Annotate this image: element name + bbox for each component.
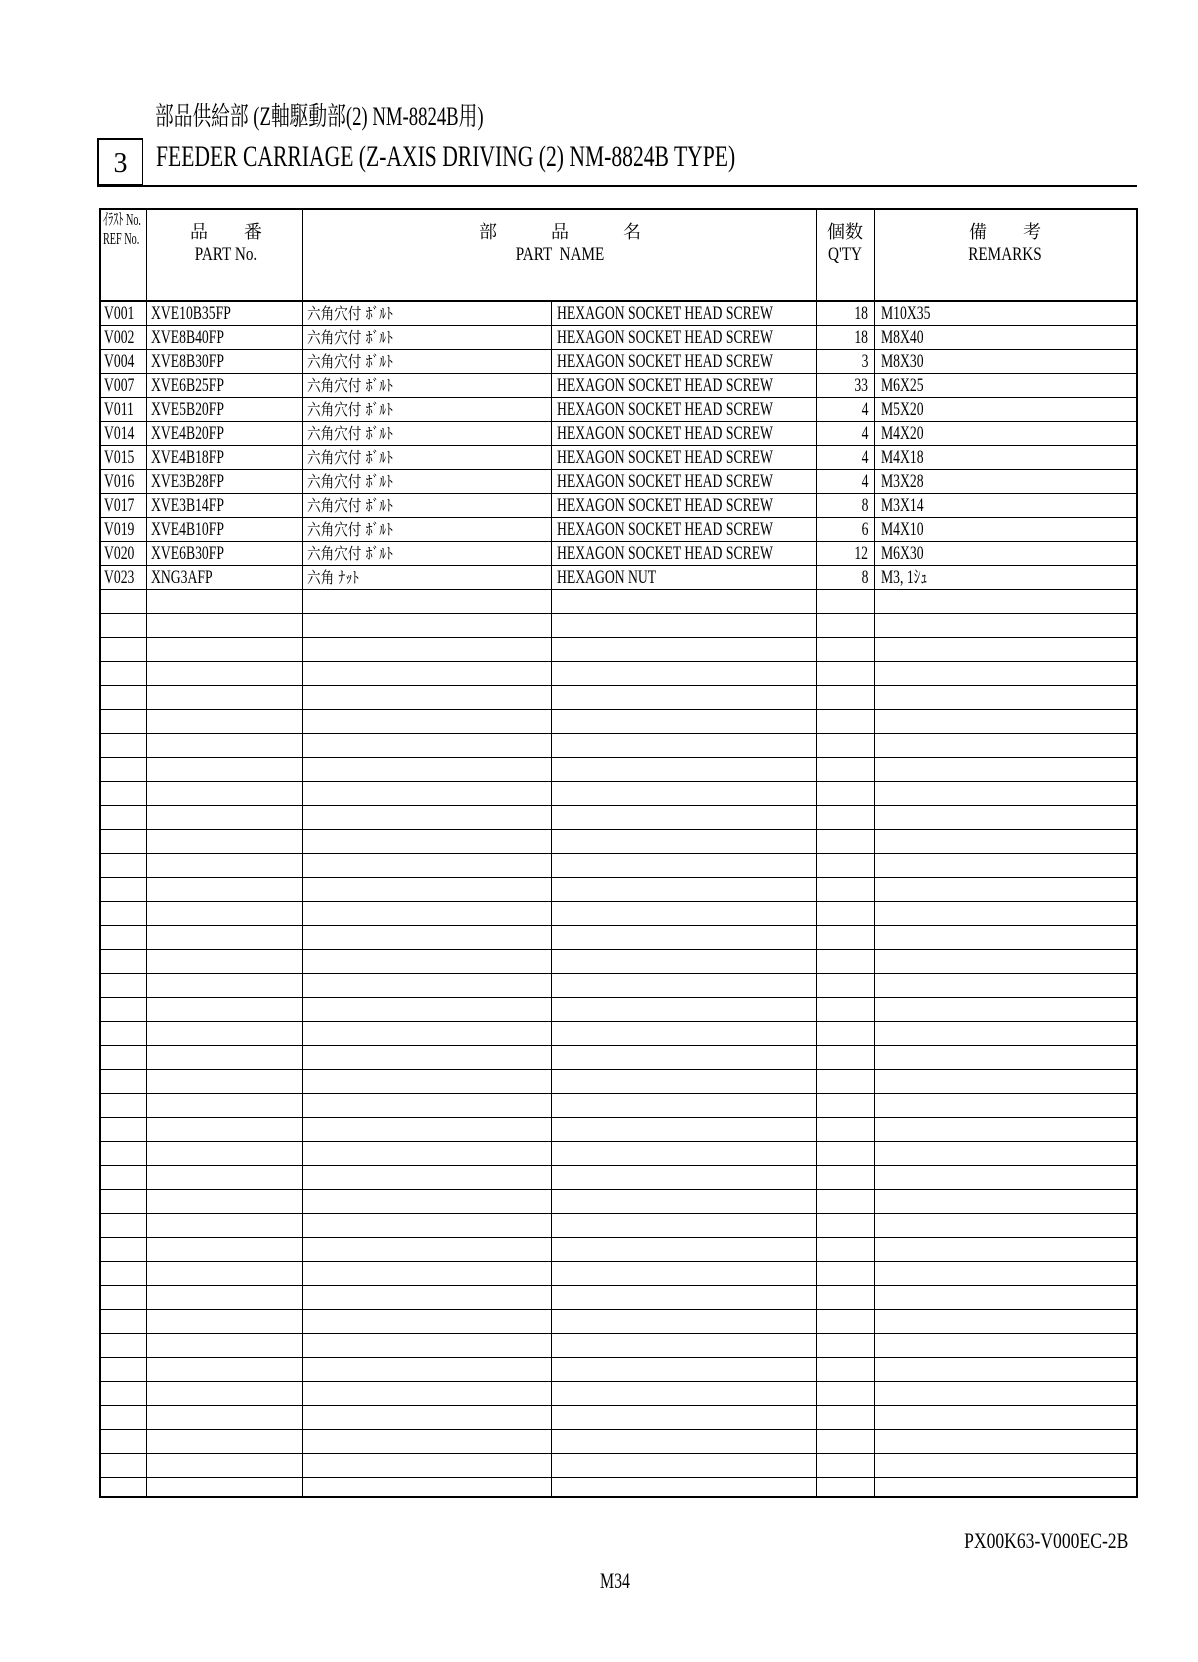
empty-table-row <box>101 1382 1136 1406</box>
cell-remarks: M4X18 <box>881 447 924 468</box>
cell-name-jp: 六角穴付 ﾎﾞﾙﾄ <box>307 400 393 419</box>
cell-part-no: XNG3AFP <box>151 567 213 588</box>
empty-table-row <box>101 1142 1136 1166</box>
cell-name-jp: 六角穴付 ﾎﾞﾙﾄ <box>307 376 393 395</box>
cell-name-jp: 六角穴付 ﾎﾞﾙﾄ <box>307 304 393 323</box>
cell-name-en: HEXAGON SOCKET HEAD SCREW <box>557 303 773 324</box>
empty-table-row <box>101 710 1136 734</box>
empty-table-row <box>101 1310 1136 1334</box>
cell-name-en: HEXAGON SOCKET HEAD SCREW <box>557 351 773 372</box>
cell-part-no: XVE6B25FP <box>151 375 224 396</box>
cell-ref: V020 <box>104 543 135 564</box>
empty-table-row <box>101 1430 1136 1454</box>
empty-table-row <box>101 902 1136 926</box>
header-part-no: 品 番 PART No. <box>190 222 262 265</box>
cell-remarks: M3X14 <box>881 495 924 516</box>
table-row <box>101 518 1136 542</box>
empty-table-row <box>101 662 1136 686</box>
cell-qty: 4 <box>861 423 868 444</box>
cell-part-no: XVE3B14FP <box>151 495 224 516</box>
empty-table-row <box>101 1070 1136 1094</box>
cell-qty: 6 <box>861 519 868 540</box>
cell-name-en: HEXAGON SOCKET HEAD SCREW <box>557 495 773 516</box>
cell-remarks: M10X35 <box>881 303 931 324</box>
cell-remarks: M8X40 <box>881 327 924 348</box>
document-code: PX00K63-V000EC-2B <box>963 1528 1128 1553</box>
header-ref: ｲﾗｽﾄ No. REF No. <box>103 210 141 248</box>
cell-remarks: M5X20 <box>881 399 924 420</box>
cell-remarks: M4X20 <box>881 423 924 444</box>
empty-table-row <box>101 1286 1136 1310</box>
empty-table-row <box>101 782 1136 806</box>
cell-part-no: XVE3B28FP <box>151 471 224 492</box>
cell-ref: V023 <box>104 567 135 588</box>
cell-qty: 8 <box>861 495 868 516</box>
table-row <box>101 446 1136 470</box>
cell-name-jp: 六角穴付 ﾎﾞﾙﾄ <box>307 496 393 515</box>
empty-table-row <box>101 1334 1136 1358</box>
empty-table-row <box>101 926 1136 950</box>
empty-table-row <box>101 1190 1136 1214</box>
cell-part-no: XVE6B30FP <box>151 543 224 564</box>
empty-table-row <box>101 1094 1136 1118</box>
cell-qty: 12 <box>854 543 868 564</box>
table-row <box>101 350 1136 374</box>
cell-remarks: M4X10 <box>881 519 924 540</box>
cell-ref: V011 <box>104 399 134 420</box>
cell-ref: V007 <box>104 375 135 396</box>
page-number: M34 <box>600 1568 630 1593</box>
table-row <box>101 566 1136 590</box>
cell-part-no: XVE8B30FP <box>151 351 224 372</box>
header-part-name: 部 品 名 PART NAME <box>479 222 641 265</box>
cell-name-en: HEXAGON SOCKET HEAD SCREW <box>557 471 773 492</box>
cell-part-no: XVE5B20FP <box>151 399 224 420</box>
empty-table-row <box>101 1214 1136 1238</box>
cell-remarks: M3, 1ｼｭ <box>881 567 928 588</box>
empty-table-row <box>101 614 1136 638</box>
cell-remarks: M6X30 <box>881 543 924 564</box>
cell-name-jp: 六角穴付 ﾎﾞﾙﾄ <box>307 472 393 491</box>
cell-qty: 4 <box>861 399 868 420</box>
empty-table-row <box>101 1454 1136 1478</box>
cell-ref: V017 <box>104 495 135 516</box>
title-divider <box>97 185 1137 187</box>
empty-table-row <box>101 1478 1136 1502</box>
empty-table-row <box>101 830 1136 854</box>
cell-qty: 4 <box>861 447 868 468</box>
empty-table-row <box>101 1118 1136 1142</box>
cell-name-en: HEXAGON SOCKET HEAD SCREW <box>557 423 773 444</box>
column-divider <box>146 210 147 1496</box>
table-row <box>101 422 1136 446</box>
cell-name-jp: 六角穴付 ﾎﾞﾙﾄ <box>307 448 393 467</box>
table-row <box>101 398 1136 422</box>
cell-name-jp: 六角穴付 ﾎﾞﾙﾄ <box>307 544 393 563</box>
empty-table-row <box>101 734 1136 758</box>
empty-table-row <box>101 974 1136 998</box>
table-row <box>101 374 1136 398</box>
cell-ref: V002 <box>104 327 135 348</box>
cell-name-en: HEXAGON SOCKET HEAD SCREW <box>557 327 773 348</box>
table-row <box>101 542 1136 566</box>
empty-table-row <box>101 686 1136 710</box>
cell-ref: V001 <box>104 303 135 324</box>
column-divider <box>816 210 817 1496</box>
cell-name-en: HEXAGON SOCKET HEAD SCREW <box>557 447 773 468</box>
empty-table-row <box>101 1046 1136 1070</box>
empty-table-row <box>101 1358 1136 1382</box>
cell-name-en: HEXAGON SOCKET HEAD SCREW <box>557 519 773 540</box>
cell-remarks: M6X25 <box>881 375 924 396</box>
section-number: 3 <box>97 138 143 186</box>
table-row <box>101 326 1136 350</box>
cell-qty: 18 <box>854 327 868 348</box>
cell-part-no: XVE4B10FP <box>151 519 224 540</box>
cell-qty: 3 <box>861 351 868 372</box>
cell-ref: V004 <box>104 351 135 372</box>
empty-table-row <box>101 1238 1136 1262</box>
cell-ref: V015 <box>104 447 135 468</box>
cell-qty: 33 <box>854 375 868 396</box>
table-row <box>101 470 1136 494</box>
header-remarks: 備 考 REMARKS <box>968 222 1042 265</box>
cell-qty: 8 <box>861 567 868 588</box>
empty-table-row <box>101 878 1136 902</box>
cell-name-en: HEXAGON NUT <box>557 567 657 588</box>
cell-ref: V014 <box>104 423 135 444</box>
empty-table-row <box>101 854 1136 878</box>
empty-table-row <box>101 590 1136 614</box>
cell-remarks: M8X30 <box>881 351 924 372</box>
empty-table-row <box>101 950 1136 974</box>
parts-table <box>99 208 1138 1498</box>
cell-qty: 18 <box>854 303 868 324</box>
empty-table-row <box>101 1406 1136 1430</box>
table-row <box>101 494 1136 518</box>
cell-part-no: XVE10B35FP <box>151 303 231 324</box>
column-divider <box>551 302 552 1496</box>
cell-name-jp: 六角穴付 ﾎﾞﾙﾄ <box>307 352 393 371</box>
page-title-en: FEEDER CARRIAGE (Z-AXIS DRIVING (2) NM-8824B TYPE) <box>156 140 736 173</box>
column-divider <box>302 210 303 1496</box>
empty-table-row <box>101 1022 1136 1046</box>
column-divider <box>874 210 875 1496</box>
cell-name-jp: 六角穴付 ﾎﾞﾙﾄ <box>307 328 393 347</box>
cell-part-no: XVE4B20FP <box>151 423 224 444</box>
cell-name-jp: 六角 ﾅｯﾄ <box>307 568 359 587</box>
cell-part-no: XVE4B18FP <box>151 447 224 468</box>
table-row <box>101 302 1136 326</box>
cell-name-en: HEXAGON SOCKET HEAD SCREW <box>557 375 773 396</box>
header-qty: 個数 Q'TY <box>827 222 863 265</box>
page-title-jp: 部品供給部 (Z軸駆動部(2) NM-8824B用) <box>155 102 484 131</box>
empty-table-row <box>101 1166 1136 1190</box>
cell-part-no: XVE8B40FP <box>151 327 224 348</box>
empty-table-row <box>101 806 1136 830</box>
cell-name-en: HEXAGON SOCKET HEAD SCREW <box>557 543 773 564</box>
empty-table-row <box>101 1262 1136 1286</box>
cell-qty: 4 <box>861 471 868 492</box>
cell-name-en: HEXAGON SOCKET HEAD SCREW <box>557 399 773 420</box>
cell-ref: V016 <box>104 471 135 492</box>
cell-ref: V019 <box>104 519 135 540</box>
cell-name-jp: 六角穴付 ﾎﾞﾙﾄ <box>307 424 393 443</box>
empty-table-row <box>101 758 1136 782</box>
cell-name-jp: 六角穴付 ﾎﾞﾙﾄ <box>307 520 393 539</box>
empty-table-row <box>101 998 1136 1022</box>
empty-table-row <box>101 638 1136 662</box>
cell-remarks: M3X28 <box>881 471 924 492</box>
